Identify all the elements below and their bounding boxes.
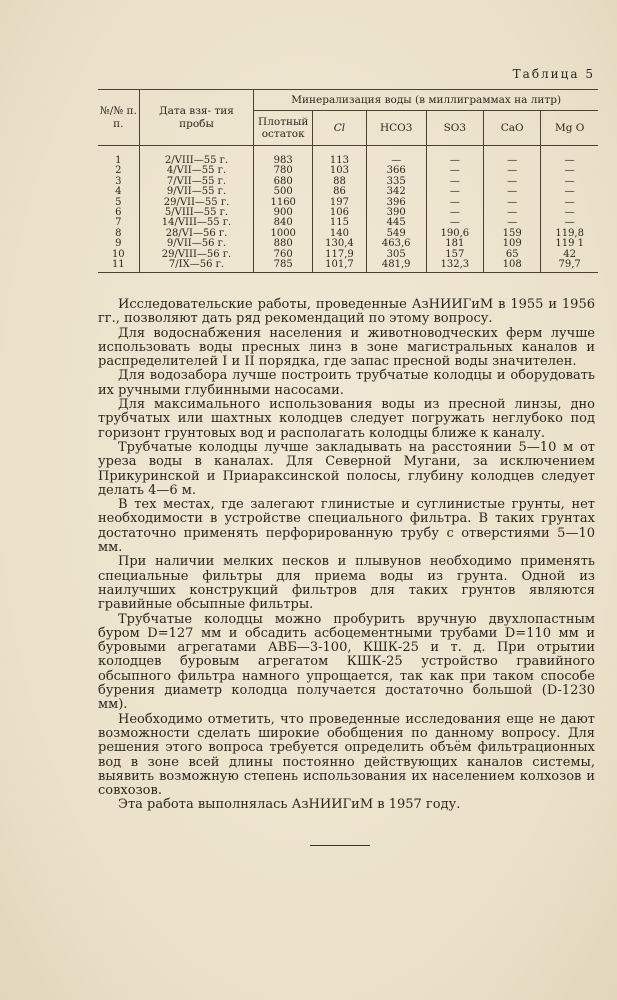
table-cell: 463,6 — [366, 239, 426, 249]
table-cell: 117,9 — [313, 250, 367, 260]
table-cell: 119 1 — [541, 239, 598, 249]
table-cell: 983 — [254, 146, 313, 167]
table-cell: 65 — [484, 250, 541, 260]
paragraph: Исследовательские работы, проведенные АзНИИГиМ в 1955 и 1956 гг., позволяют дать ряд рекомендаций по этому вопросу. — [98, 297, 595, 327]
table-cell: 6 — [115, 207, 122, 219]
table-cell: 5 — [115, 196, 122, 208]
table-cell: 9/VII—55 г. — [139, 187, 254, 197]
header-mgo: Mg O — [541, 111, 598, 146]
table-row — [98, 146, 598, 167]
table-cell: — — [426, 218, 484, 228]
table-cell: 86 — [313, 187, 367, 197]
table-cell: — — [426, 146, 484, 167]
header-number: №/№ п. п. — [98, 90, 139, 146]
table-cell: 5/VIII—55 г. — [139, 208, 254, 218]
table-cell: 3 — [115, 175, 122, 187]
table-cell: 115 — [313, 218, 367, 228]
table-cell: 29/VII—55 г. — [139, 198, 254, 208]
table-caption: Таблица 5 — [512, 67, 595, 81]
table-cell: 1000 — [254, 229, 313, 239]
water-mineralization-table — [98, 89, 598, 273]
header-mineralization: Минерализация воды (в миллиграммах на литр) — [254, 90, 598, 111]
table-cell: — — [484, 198, 541, 208]
header-dry-residue: Плотный остаток — [254, 111, 313, 146]
table-cell: 159 — [484, 229, 541, 239]
table-cell: 7/VII—55 г. — [139, 177, 254, 187]
table-cell: 28/VI—56 г. — [139, 229, 254, 239]
table-cell: 88 — [313, 177, 367, 187]
paragraph: Необходимо отметить, что проведенные исследования еще не дают возможности сделать широкие обобщения по данному вопросу. Для решения этого вопроса требуется определить объём фильтрационных вод в зоне всей длины постоянно действующих каналов системы, выявить возможную степень использования их населением колхозов и совхозов. — [98, 711, 595, 799]
table-cell: — — [541, 198, 598, 208]
header-cl: Cl — [313, 111, 367, 146]
table-cell: 305 — [366, 250, 426, 260]
table-cell: 760 — [254, 250, 313, 260]
table-cell: 7 — [115, 217, 122, 229]
table-cell: 481,9 — [366, 260, 426, 273]
table-cell: 1160 — [254, 198, 313, 208]
table-cell: 14/VIII—55 г. — [139, 218, 254, 228]
paragraph: Эта работа выполнялась АзНИИГиМ в 1957 году. — [118, 797, 461, 813]
table-cell: 11 — [98, 260, 139, 273]
table-cell: 108 — [484, 260, 541, 273]
table-cell: 106 — [313, 208, 367, 218]
table-cell: 132,3 — [426, 260, 484, 273]
table-cell: 900 — [254, 208, 313, 218]
table-cell: 780 — [254, 166, 313, 176]
table-cell: — — [541, 187, 598, 197]
table-cell: 119,8 — [541, 229, 598, 239]
table-cell: 335 — [366, 177, 426, 187]
header-so3: SO3 — [426, 111, 484, 146]
table-cell: 42 — [541, 250, 598, 260]
header-cao: CaO — [484, 111, 541, 146]
table-cell: — — [484, 166, 541, 176]
table-cell: — — [484, 187, 541, 197]
table-cell: 101,7 — [313, 260, 367, 273]
header-date: Дата взя- тия пробы — [139, 90, 254, 146]
table-cell: 157 — [426, 250, 484, 260]
table-cell: 9/VII—56 г. — [139, 239, 254, 249]
table-cell: 342 — [366, 187, 426, 197]
table-cell: 4/VII—55 г. — [139, 166, 254, 176]
table-cell: 7/IX—56 г. — [139, 260, 254, 273]
table-cell: 79,7 — [541, 260, 598, 273]
table-cell: 29/VIII—56 г. — [139, 250, 254, 260]
table-row — [98, 260, 598, 273]
table-cell: 840 — [254, 218, 313, 228]
table-cell: 2/VIII—55 г. — [139, 146, 254, 167]
table-cell: — — [426, 187, 484, 197]
table-cell: — — [541, 166, 598, 176]
table-cell: 109 — [484, 239, 541, 249]
table-cell: 785 — [254, 260, 313, 273]
table-cell: 549 — [366, 229, 426, 239]
paragraph: Для водоснабжения населения и животноводческих ферм лучше использовать воды пресных линз в зоне магистральных каналов и распределителей I и II порядка, где запас пресной воды значителен. — [98, 325, 595, 370]
paragraph: При наличии мелких песков и плывунов необходимо применять специальные фильтры для приема воды из грунта. Одной из наилучших конструкций фильтров для таких грунтов являются гравийные обсыпные фильтры. — [98, 554, 595, 613]
table-cell: 396 — [366, 198, 426, 208]
paragraph: Трубчатые колодцы можно пробурить вручную двухлопастным буром D=127 мм и обсадить асбоцементными трубами D=110 мм и буровыми агрегатами АВБ—3-100, КШК-25 и т. д. При отрытии колодцев буровым агрегатом КШК-25 устройство гравийного обсыпного фильтра намного упрощается, так как при таком способе бурения диаметр колодца получается достаточно большой (D-1230 мм). — [98, 611, 595, 713]
table-cell: — — [426, 166, 484, 176]
table-cell: 1 — [115, 155, 122, 166]
table-cell: 181 — [426, 239, 484, 249]
table-cell: 680 — [254, 177, 313, 187]
header-hco3: HCO3 — [366, 111, 426, 146]
table-cell: — — [484, 218, 541, 228]
table-cell: 8 — [115, 227, 122, 239]
paragraph: В тех местах, где залегают глинистые и суглинистые грунты, нет необходимости в устройстве специального фильтра. В таких грунтах достаточно применять перфорированную трубу с отверстиями 5—10 мм. — [98, 497, 595, 556]
table-cell: — — [484, 177, 541, 187]
table-cell: 4 — [115, 186, 122, 198]
table-cell: 390 — [366, 208, 426, 218]
table-cell: — — [484, 146, 541, 167]
table-cell: — — [484, 208, 541, 218]
paragraph: Для максимального использования воды из пресной линзы, дно трубчатых или шахтных колодцев следует погружать неглубоко под горизонт грунтовых вод и располагать колодцы ближе к каналу. — [98, 397, 595, 441]
table-cell: — — [541, 218, 598, 228]
table-cell: 197 — [313, 198, 367, 208]
table-cell: 9 — [115, 238, 122, 250]
table-cell: — — [426, 198, 484, 208]
table-cell: — — [366, 146, 426, 167]
table-cell: 190,6 — [426, 229, 484, 239]
table-cell: — — [426, 208, 484, 218]
paragraph: Для водозабора лучше построить трубчатые колодцы и оборудовать их ручными глубинными насосами. — [98, 368, 595, 398]
table-cell: 10 — [111, 248, 125, 260]
table-cell: 445 — [366, 218, 426, 228]
table-cell: 130,4 — [313, 239, 367, 249]
table-cell: 880 — [254, 239, 313, 249]
table-cell: — — [541, 177, 598, 187]
table-cell: 103 — [313, 166, 367, 176]
table-cell: 113 — [313, 146, 367, 167]
table-cell: — — [426, 177, 484, 187]
table-cell: 2 — [115, 165, 122, 177]
body-text — [98, 298, 595, 813]
paragraph: Трубчатые колодцы лучше закладывать на расстоянии 5—10 м от уреза воды в каналах. Для Северной Мугани, за исключением Прикуринской и Приараксинской полосы, глубину колодцев следует делать 4—6 м. — [98, 439, 595, 498]
table-cell: — — [541, 146, 598, 167]
table-cell: — — [541, 208, 598, 218]
table-cell: 366 — [366, 166, 426, 176]
table-cell: 140 — [313, 229, 367, 239]
table-cell: 500 — [254, 187, 313, 197]
closing-rule — [310, 845, 370, 846]
